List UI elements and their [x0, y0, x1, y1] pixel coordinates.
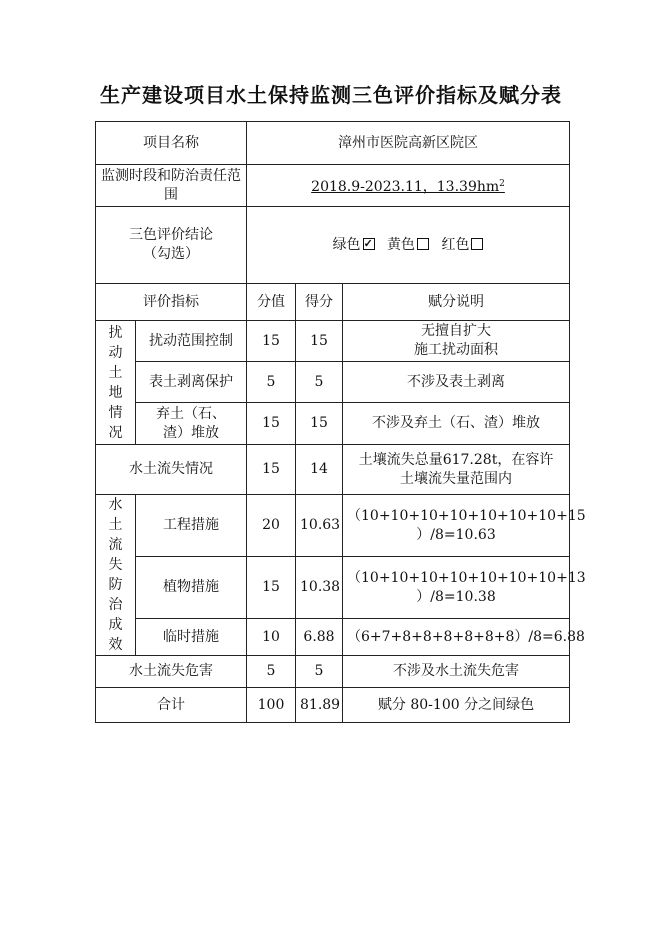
indicator-name: 弃土（石、 渣）堆放: [136, 403, 247, 445]
row-hazard: [96, 656, 570, 688]
row-spoil: [96, 403, 570, 445]
header-indicator: 评价指标: [96, 284, 247, 321]
explanation: 不涉及弃土（石、渣）堆放: [343, 403, 570, 445]
group-erosion-control: [96, 495, 136, 656]
row-temporary: [96, 619, 570, 656]
explanation: （10+10+10+10+10+10+10+15 ）/8=10.63: [343, 495, 570, 557]
header-max-score: 分值: [247, 284, 296, 321]
indicator-name: 植物措施: [136, 557, 247, 619]
explanation: （6+7+8+8+8+8+8+8）/8=6.88: [343, 619, 570, 656]
vertical-char: 效: [108, 637, 123, 653]
score: 10.63: [296, 495, 343, 557]
option-yellow[interactable]: 黄色: [387, 237, 429, 253]
vertical-char: 土: [108, 517, 123, 533]
checkbox-empty-icon[interactable]: [417, 238, 429, 250]
max-score: 10: [247, 619, 296, 656]
vertical-char: 土: [108, 364, 123, 381]
group-disturbance: [96, 321, 136, 445]
max-score: 5: [247, 656, 296, 688]
project-value: 漳州市医院高新区院区: [247, 122, 570, 165]
indicator-name: 工程措施: [136, 495, 247, 557]
row-soil-loss: [96, 445, 570, 495]
page-title: 生产建设项目水土保持监测三色评价指标及赋分表: [100, 83, 562, 107]
checkbox-checked-icon[interactable]: [363, 238, 375, 250]
project-label: 项目名称: [96, 122, 247, 165]
row-total: [96, 688, 570, 723]
checkbox-empty-icon[interactable]: [471, 238, 483, 250]
vertical-char: 防: [108, 577, 123, 593]
explanation: 不涉及表土剥离: [343, 362, 570, 403]
indicator-name: 水土流失危害: [96, 656, 247, 688]
group-erosion-control-label: [100, 495, 131, 655]
period-superscript: 2: [499, 178, 505, 189]
option-red[interactable]: 红色: [441, 237, 483, 253]
vertical-char: 情: [108, 404, 123, 421]
row-topsoil: [96, 362, 570, 403]
row-headers: [96, 284, 570, 321]
explanation: 土壤流失总量617.28t，在容许 土壤流失量范围内: [343, 445, 570, 495]
explanation: （10+10+10+10+10+10+10+13 ）/8=10.38: [343, 557, 570, 619]
conclusion-label: [96, 207, 247, 284]
vertical-char: 成: [108, 617, 123, 633]
period-label: 监测时段和防治责任范围: [96, 165, 247, 207]
vertical-char: 动: [108, 344, 123, 361]
score: 6.88: [296, 619, 343, 656]
conclusion-options: [247, 207, 570, 284]
header-explanation: 赋分说明: [343, 284, 570, 321]
score: 5: [296, 656, 343, 688]
score: 10.38: [296, 557, 343, 619]
vertical-char: 流: [108, 537, 123, 553]
max-score: 20: [247, 495, 296, 557]
period-value: 2018.9-2023.11，$13.39hm^2$: [311, 178, 505, 195]
score: 14: [296, 445, 343, 495]
period-value-cell: [247, 165, 570, 207]
vertical-char: 水: [108, 497, 123, 513]
max-score: 15: [247, 403, 296, 445]
vertical-char: 治: [108, 597, 123, 613]
total-score: 81.89: [296, 688, 343, 723]
row-project: [96, 122, 570, 165]
row-vegetation: [96, 557, 570, 619]
vertical-char: 地: [108, 384, 123, 401]
indicator-name: 扰动范围控制: [136, 321, 247, 362]
score-table: [95, 121, 586, 723]
explanation: 不涉及水土流失危害: [343, 656, 570, 688]
total-max-score: 100: [247, 688, 296, 723]
max-score: 5: [247, 362, 296, 403]
max-score: 15: [247, 445, 296, 495]
header-score: 得分: [296, 284, 343, 321]
score: 15: [296, 403, 343, 445]
total-label: 合计: [96, 688, 247, 723]
score: 5: [296, 362, 343, 403]
vertical-char: 况: [108, 424, 123, 441]
vertical-char: 扰: [108, 324, 123, 341]
total-explanation: 赋分 80-100 分之间绿色: [343, 688, 570, 723]
row-engineering: [96, 495, 570, 557]
conclusion-label-line1: 三色评价结论: [129, 227, 213, 243]
vertical-char: 失: [108, 557, 123, 573]
group-disturbance-label: [100, 323, 131, 443]
row-disturbance-control: [96, 321, 570, 362]
indicator-name: 水土流失情况: [96, 445, 247, 495]
score: 15: [296, 321, 343, 362]
indicator-name: 临时措施: [136, 619, 247, 656]
explanation: 无擅自扩大 施工扰动面积: [343, 321, 570, 362]
conclusion-label-line2: （勾选）: [143, 246, 199, 262]
option-green[interactable]: 绿色✓: [333, 237, 375, 253]
max-score: 15: [247, 321, 296, 362]
row-conclusion: [96, 207, 570, 284]
max-score: 15: [247, 557, 296, 619]
row-period: [96, 165, 570, 207]
indicator-name: 表土剥离保护: [136, 362, 247, 403]
